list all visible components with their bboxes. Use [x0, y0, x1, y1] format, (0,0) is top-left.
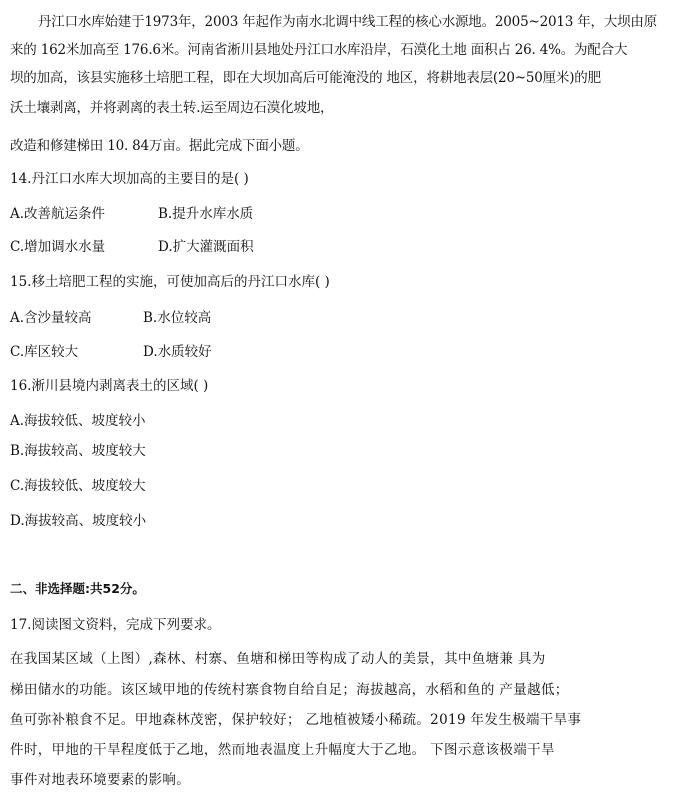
question-15-option-c[interactable]: C.库区较大: [10, 344, 79, 360]
question-15-option-d[interactable]: D.水质较好: [143, 344, 212, 360]
question-17-paragraph-line-1: 在我国某区域（上图）,森林、村寨、鱼塘和梯田等构成了动人的美景，其中鱼塘兼 具为: [10, 651, 546, 667]
intro-line-3: 坝的加高，该县实施移土培肥工程，即在大坝加高后可能淹没的 地区，将耕地表层(20~50厘米)的肥: [10, 70, 601, 86]
question-15-stem: 15.移土培肥工程的实施，可使加高后的丹江口水库( ): [10, 274, 330, 290]
section-heading: 二、非选择题:共52分。: [10, 581, 145, 596]
question-14-option-d[interactable]: D.扩大灌溉面积: [158, 239, 254, 255]
question-15-option-b[interactable]: B.水位较高: [143, 310, 212, 326]
question-17-paragraph-line-2: 梯田储水的功能。该区域甲地的传统村寨食物自给自足；海拔越高，水稻和鱼的 产量越低；: [10, 682, 569, 698]
question-17-paragraph-line-4: 件时，甲地的干旱程度低于乙地，然而地表温度上升幅度大于乙地。 下图示意该极端干旱: [10, 742, 555, 758]
question-16-option-b[interactable]: B.海拔较高、坡度较大: [10, 443, 146, 459]
intro-line-4: 沃土壤剥离，并将剥离的表土转.运至周边石漠化坡地，: [10, 100, 334, 116]
question-17-stem: 17.阅读图文资料，完成下列要求。: [10, 617, 221, 633]
intro-line-5: 改造和修建梯田 10. 84万亩。据此完成下面小题。: [10, 138, 309, 154]
question-14-option-c[interactable]: C.增加调水水量: [10, 239, 106, 255]
question-16-option-d[interactable]: D.海拔较高、坡度较小: [10, 513, 147, 529]
question-16-stem: 16.淅川县境内剥离表土的区域( ): [10, 378, 209, 394]
question-14-stem: 14.丹江口水库大坝加高的主要目的是( ): [10, 171, 249, 187]
question-16-option-a[interactable]: A.海拔较低、坡度较小: [10, 413, 146, 429]
question-17-paragraph-line-5: 事件对地表环境要素的影响。: [10, 772, 191, 788]
question-17-paragraph-line-3: 鱼可弥补粮食不足。甲地森林茂密，保护较好； 乙地植被矮小稀疏。2019 年发生极端干旱事: [10, 712, 582, 728]
question-14-option-a[interactable]: A.改善航运条件: [10, 206, 106, 222]
question-15-option-a[interactable]: A.含沙量较高: [10, 310, 92, 326]
intro-line-2: 来的 162米加高至 176.6米。河南省淅川县地处丹江口水库沿岸，石漠化土地 面积占 26. 4%。为配合大: [10, 42, 628, 58]
question-16-option-c[interactable]: C.海拔较低、坡度较大: [10, 478, 146, 494]
question-14-option-b[interactable]: B.提升水库水质: [158, 206, 254, 222]
intro-line-1: 丹江口水库始建于1973年，2003 年起作为南水北调中线工程的核心水源地。2005~2013 年，大坝由原: [38, 14, 658, 30]
